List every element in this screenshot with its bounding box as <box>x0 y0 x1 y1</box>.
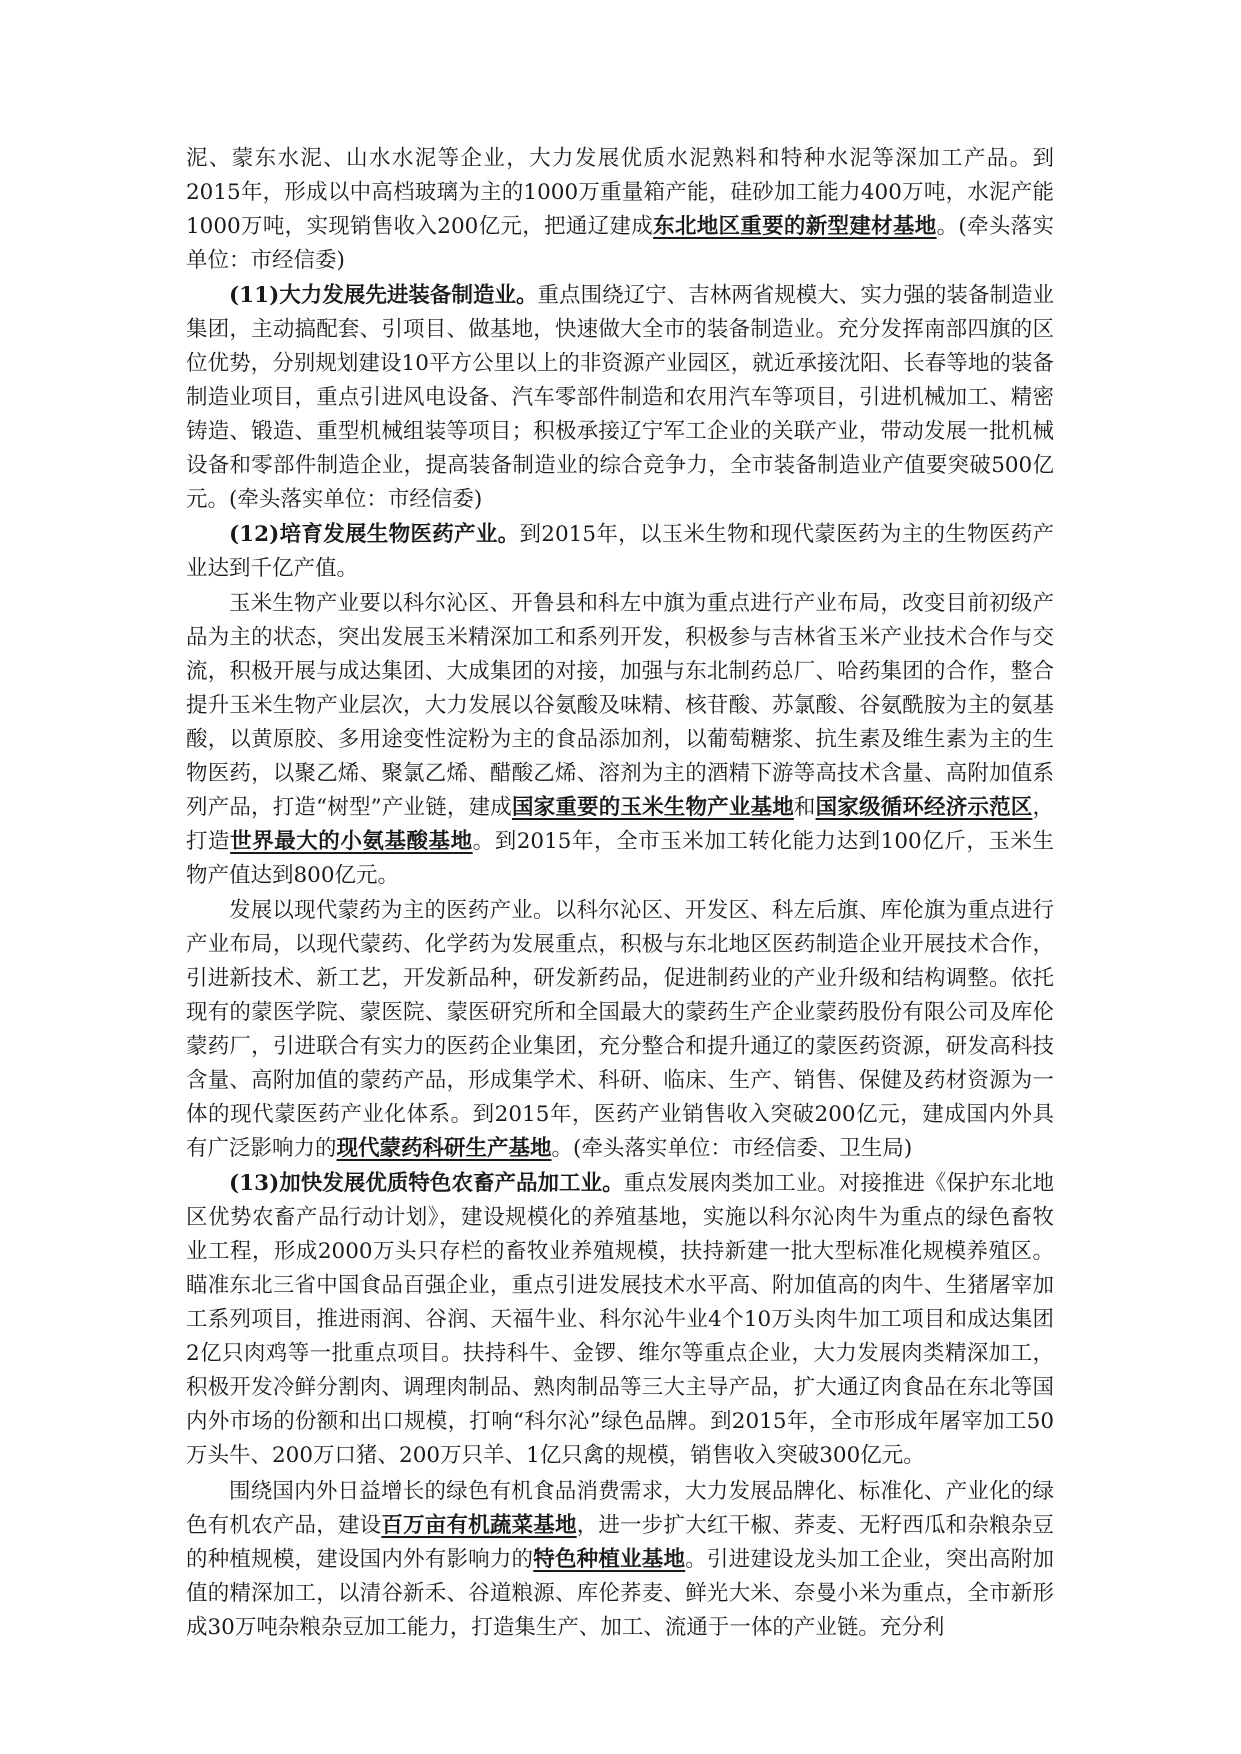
paragraph <box>186 1167 1054 1473</box>
body-text: 发展以现代蒙药为主的医药产业。以科尔沁区、开发区、科左后旗、库伦旗为重点进行产业布局，以现代蒙药、化学药为发展重点，积极与东北地区医药制造企业开展技术合作，引进新技术、新工艺，开发新品种，研发新药品，促进制药业的产业升级和结构调整。依托现有的蒙医学院、蒙医院、蒙医研究所和全国最大的蒙药生产企业蒙药股份有限公司及库伦蒙药厂，引进联合有实力的医药企业集团，充分整合和提升通辽的蒙医药资源，研发高科技含量、高附加值的蒙药产品，形成集学术、科研、临床、生产、销售、保健及药材资源为一体的现代蒙医药产业化体系。到2015年，医药产业销售收入突破200亿元，建成国内外具有广泛影响力的 <box>186 898 1054 1161</box>
section-heading: (12)培育发展生物医药产业。 <box>229 522 520 547</box>
section-heading: (13)加快发展优质特色农畜产品加工业。 <box>229 1171 624 1196</box>
body-text: 玉米生物产业要以科尔沁区、开鲁县和科左中旗为重点进行产业布局，改变目前初级产品为主的状态，突出发展玉米精深加工和系列开发，积极参与吉林省玉米产业技术合作与交流，积极开展与成达集团、大成集团的对接，加强与东北制药总厂、哈药集团的合作，整合提升玉米生物产业层次，大力发展以谷氨酸及味精、核苷酸、苏氯酸、谷氨酰胺为主的氨基酸，以黄原胶、多用途变性淀粉为主的食品添加剂，以葡萄糖浆、抗生素及维生素为主的生物医药，以聚乙烯、聚氯乙烯、醋酸乙烯、溶剂为主的酒精下游等高技术含量、高附加值系列产品，打造“树型”产业链，建成 <box>186 591 1054 820</box>
paragraph <box>186 894 1054 1166</box>
paragraph <box>186 142 1054 278</box>
body-text: 。引进建设龙头加工企业，突出高附加值的精深加工，以清谷新禾、谷道粮源、库伦荞麦、鲜光大米、奈曼小米为重点，全市新形成30万吨杂粮杂豆加工能力，打造集生产、加工、流通于一体的产业链。充分利 <box>186 1547 1054 1640</box>
body-text: 到2015年，以玉米生物和现代蒙医药为主的生物医药产业达到千亿产值。 <box>186 522 1054 581</box>
highlighted-phrase: 国家级循环经济示范区 <box>815 795 1033 820</box>
body-text: ，打造 <box>186 795 1054 854</box>
body-text: 。(牵头落实单位：市经信委) <box>186 214 1054 273</box>
body-text: 重点发展肉类加工业。对接推进《保护东北地区优势农畜产品行动计划》，建设规模化的养殖基地，实施以科尔沁肉牛为重点的绿色畜牧业工程，形成2000万头只存栏的畜牧业养殖规模，扶持新建一批大型标准化规模养殖区。瞄准东北三省中国食品百强企业，重点引进发展技术水平高、附加值高的肉牛、生猪屠宰加工系列项目，推进雨润、谷润、天福牛业、科尔沁牛业4个10万头肉牛加工项目和成达集团2亿只肉鸡等一批重点项目。扶持科牛、金锣、维尔等重点企业，大力发展肉类精深加工，积极开发冷鲜分割肉、调理肉制品、熟肉制品等三大主导产品，扩大通辽肉食品在东北等国内外市场的份额和出口规模，打响“科尔沁”绿色品牌。到2015年，全市形成年屠宰加工50万头牛、200万口猪、200万只羊、1亿只禽的规模，销售收入突破300亿元。 <box>186 1171 1054 1468</box>
highlighted-phrase: 百万亩有机蔬菜基地 <box>381 1513 577 1538</box>
section-heading: (11)大力发展先进装备制造业。 <box>229 283 538 308</box>
body-text: 围绕国内外日益增长的绿色有机食品消费需求，大力发展品牌化、标准化、产业化的绿色有机农产品，建设 <box>186 1479 1054 1538</box>
body-text: 。到2015年，全市玉米加工转化能力达到100亿斤，玉米生物产值达到800亿元。 <box>186 829 1054 888</box>
highlighted-phrase: 东北地区重要的新型建材基地 <box>653 214 937 239</box>
body-text: 重点围绕辽宁、吉林两省规模大、实力强的装备制造业集团，主动搞配套、引项目、做基地，快速做大全市的装备制造业。充分发挥南部四旗的区位优势，分别规划建设10平方公里以上的非资源产业园区，就近承接沈阳、长春等地的装备制造业项目，重点引进风电设备、汽车零部件制造和农用汽车等项目，引进机械加工、精密铸造、锻造、重型机械组装等项目；积极承接辽宁军工企业的关联产业，带动发展一批机械设备和零部件制造企业，提高装备制造业的综合竞争力，全市装备制造业产值要突破500亿元。(牵头落实单位：市经信委) <box>186 283 1054 512</box>
body-text: 和 <box>793 795 816 820</box>
body-text: 。(牵头落实单位：市经信委、卫生局) <box>551 1136 913 1161</box>
paragraph <box>186 518 1054 586</box>
highlighted-phrase: 现代蒙药科研生产基地 <box>336 1136 552 1161</box>
body-text: 泥、蒙东水泥、山水水泥等企业，大力发展优质水泥熟料和特种水泥等深加工产品。到2015年，形成以中高档玻璃为主的1000万重量箱产能，硅砂加工能力400万吨，水泥产能1000万吨，实现销售收入200亿元，把通辽建成 <box>186 146 1054 239</box>
paragraph <box>186 587 1054 893</box>
paragraph <box>186 1475 1054 1645</box>
highlighted-phrase: 世界最大的小氨基酸基地 <box>230 829 473 854</box>
paragraph <box>186 279 1054 517</box>
body-text: ，进一步扩大红干椒、荞麦、无籽西瓜和杂粮杂豆的种植规模，建设国内外有影响力的 <box>186 1513 1054 1572</box>
highlighted-phrase: 国家重要的玉米生物产业基地 <box>511 795 794 820</box>
highlighted-phrase: 特色种植业基地 <box>533 1547 686 1572</box>
document-page <box>186 142 1054 1646</box>
